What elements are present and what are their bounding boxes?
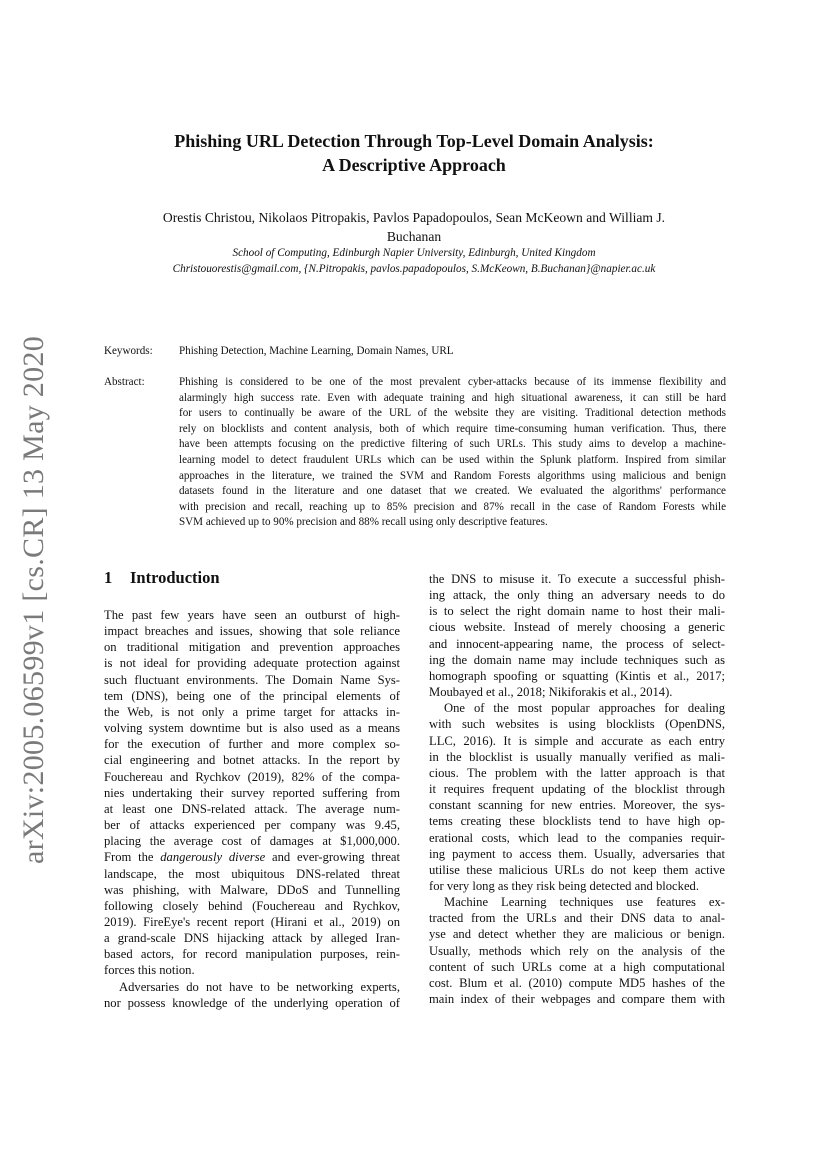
abstract-line: Phishing is considered to be one of the most prevalent cyber-attacks because of its immense flexibility and — [179, 376, 726, 388]
text-line: placing the average cost of damages at $1,000,000. — [104, 834, 400, 849]
text-line: on traditional mitigation and prevention approaches — [104, 640, 400, 655]
abstract-line: rely on blocklists and content analysis, both of which require time-consuming human verification. Thus, there — [179, 422, 726, 435]
affiliation: School of Computing, Edinburgh Napier University, Edinburgh, United Kingdom — [232, 247, 596, 259]
text-line: was phishing, with Malware, DDoS and Tunnelling — [104, 882, 400, 897]
text-line-with-emphasis — [104, 849, 400, 865]
text-line: at least one DNS-related attack. The average num- — [104, 801, 400, 816]
text-fragment: and ever-growing threat — [265, 850, 400, 865]
intro-paragraph-2 — [104, 979, 400, 1011]
section-title: Introduction — [130, 568, 220, 587]
paper-title-line-1: Phishing URL Detection Through Top-Level Domain Analysis: — [174, 131, 654, 151]
intro-paragraph-3 — [429, 571, 725, 700]
right-column — [429, 571, 725, 1007]
text-line: for the execution of further and more complex so- — [104, 737, 400, 752]
paper-title-line-2: A Descriptive Approach — [322, 155, 506, 175]
abstract-body — [179, 375, 726, 531]
text-line: for very long as they risk being detected and blocked. — [429, 878, 699, 893]
text-line: constant scanning for new entries. Moreover, the sys- — [429, 798, 725, 813]
text-line: with such websites is using blocklists (OpenDNS, — [429, 717, 725, 732]
intro-paragraph-1 — [104, 607, 400, 979]
text-line: 2019). FireEye's recent report (Hirani et al., 2019) on — [104, 914, 400, 929]
arxiv-sidebar-stamp — [14, 330, 54, 870]
text-line: ing attack, the only thing an adversary needs to do — [429, 588, 725, 603]
text-line: erational costs, which lead to the companies requir- — [429, 830, 725, 845]
text-line: nies undertaking their survey reported suffering from — [104, 785, 400, 800]
text-line: yse and detect whether they are malicious or benign. — [429, 927, 725, 942]
text-line: in the blocklist is usually manually verified as mali- — [429, 749, 725, 764]
text-line: One of the most popular approaches for dealing — [444, 701, 725, 716]
text-line: a grand-scale DNS hijacking attack by alleged Iran- — [104, 931, 400, 946]
text-line: nor possess knowledge of the underlying operation of — [104, 995, 400, 1010]
text-line: Moubayed et al., 2018; Nikiforakis et al., 2014). — [429, 685, 673, 700]
text-line: tems creating these blocklists tend to have high op- — [429, 814, 725, 829]
text-line: and innocent-appearing name, the process of select- — [429, 636, 725, 651]
text-line: LLC, 2016). It is simple and accurate as each entry — [429, 733, 725, 748]
section-heading-introduction — [104, 568, 220, 588]
text-fragment: From the — [104, 850, 161, 865]
text-line: is to select the right domain name to host their mali- — [429, 604, 725, 619]
text-line: forces this notion. — [104, 963, 195, 978]
text-line: main index of their webpages and compare them with — [429, 992, 725, 1007]
text-line: based actors, for record manipulation purposes, rein- — [104, 947, 400, 962]
intro-paragraph-4 — [429, 700, 725, 894]
author-line-1: Orestis Christou, Nikolaos Pitropakis, Pavlos Papadopoulos, Sean McKeown and William J. — [162, 210, 666, 225]
arxiv-identifier: arXiv:2005.06599v1 [cs.CR] 13 May 2020 — [17, 335, 50, 865]
text-line: cial engineering and botnet attacks. In the report by — [104, 753, 400, 768]
text-line: it requires frequent updating of the blocklist through — [429, 782, 725, 797]
text-line: cost. Blum et al. (2010) compute MD5 hashes of the — [429, 975, 725, 990]
text-line: tracted from the URLs and their DNS data to anal- — [429, 911, 725, 926]
emphasis-text: dangerously diverse — [160, 850, 266, 865]
text-line: homograph spoofing or squatting (Kintis et al., 2017; — [429, 668, 725, 683]
text-line: ber of attacks experienced per company was 9.45, — [104, 818, 400, 833]
text-line: landscape, the most ubiquitous DNS-related threat — [104, 866, 400, 881]
author-list — [100, 208, 728, 246]
text-line: cious. The problem with the latter approach is that — [429, 765, 725, 780]
text-line: content of such URLs come at a high computational — [429, 959, 725, 974]
text-line: Usually, methods which rely on the analysis of the — [429, 943, 725, 958]
abstract-line: datasets found in the literature and one dataset that we created. We evaluated the algorithms' performance — [179, 485, 726, 498]
section-number: 1 — [104, 568, 113, 587]
text-line: is not ideal for providing adequate protection against — [104, 656, 400, 671]
affiliation-block — [100, 245, 728, 277]
abstract-line: with precision and recall, reaching up to 85% precision and 87% recall in the case of Random Forests while — [179, 500, 726, 513]
text-line: The past few years have seen an outburst of high- — [104, 608, 400, 622]
text-line: Adversaries do not have to be networking experts, — [119, 979, 400, 994]
author-line-2: Buchanan — [386, 229, 442, 244]
text-line: tem (DNS), being one of the principal elements of — [104, 688, 400, 703]
text-line: utilise these malicious URLs do not keep them active — [429, 862, 725, 877]
text-line: volving system downtime but is also used as a means — [104, 721, 400, 736]
abstract-label: Abstract: — [104, 376, 145, 388]
abstract-line: SVM achieved up to 90% precision and 88% recall using only descriptive features. — [179, 516, 548, 529]
text-line: Fouchereau and Rychkov (2019), 82% of the compa- — [104, 769, 400, 784]
text-line: the Web, is not only a prime target for attacks in- — [104, 704, 400, 719]
keywords-value: Phishing Detection, Machine Learning, Domain Names, URL — [179, 345, 454, 357]
text-line: such fluctuant environments. The Domain Name Sys- — [104, 672, 400, 687]
text-line: ing payment to access them. Usually, adversaries that — [429, 846, 725, 861]
abstract-line: for users to continually be aware of the URL of the website they are visiting. Traditional detection methods — [179, 407, 726, 420]
paper-title — [100, 129, 728, 177]
abstract-line: approaches in the literature, we trained the SVM and Random Forests algorithms using malicious and benign — [179, 469, 726, 482]
left-column — [104, 607, 400, 1011]
text-line: following closely behind (Fouchereau and Rychkov, — [104, 898, 400, 913]
intro-paragraph-5 — [429, 894, 725, 1007]
author-emails: Christouorestis@gmail.com, {N.Pitropakis, pavlos.papadopoulos, S.McKeown, B.Buchanan}@napier.ac.uk — [172, 263, 656, 275]
text-line: Machine Learning techniques use features ex- — [444, 895, 725, 910]
text-line: cious website. Instead of merely choosing a generic — [429, 620, 725, 635]
keywords-label: Keywords: — [104, 345, 153, 357]
text-line: the DNS to misuse it. To execute a successful phish- — [429, 572, 725, 586]
abstract-line: learning model to detect fraudulent URLs which can be used within the Splunk platform. Inspired from similar — [179, 453, 726, 466]
text-line: impact breaches and issues, showing that sole reliance — [104, 624, 400, 639]
abstract-line: alarmingly high success rate. Even with adequate training and high situational awareness, it can still be hard — [179, 391, 726, 404]
abstract-line: have been attempts focusing on the predictive filtering of such URLs. This study aims to develop a machine- — [179, 438, 726, 451]
text-line: ing the domain name may include techniques such as — [429, 652, 725, 667]
